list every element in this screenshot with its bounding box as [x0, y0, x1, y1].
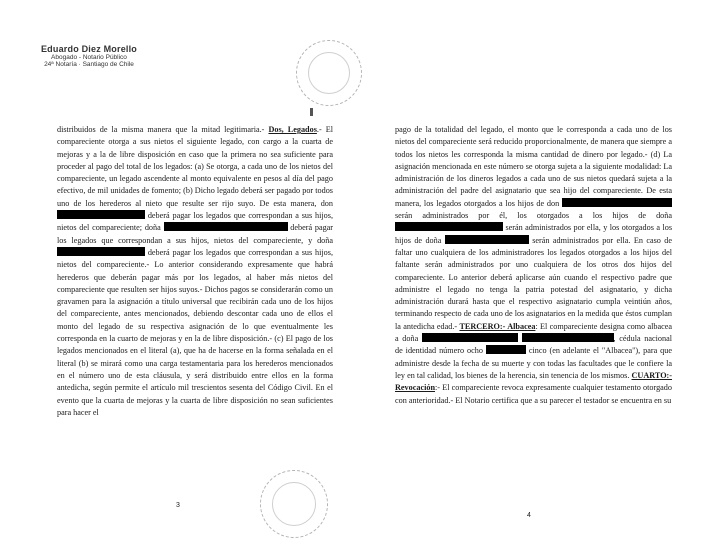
- page-left-body: [57, 124, 333, 419]
- right-text-1: pago de la totalidad del legado, el monto que le corresponda a cada uno de los nietos del compareciente será reducido proporcionalmente, de manera que siempre a todos los nietos les corresponda la misma cantidad de dinero por legado.- (d) La asignación mencionada en este número se otorga sujeta a la siguiente modalidad: La administración de los dineros legados a cada uno de sus nietos quedará sujeta a la administración del padre del asignatario que sea hijo del compareciente. De esta manera, los legados otorgados a los hijos de don: [395, 125, 672, 208]
- section-heading-albacea: TERCERO:- Albacea: [459, 321, 536, 331]
- redaction-bar: [57, 247, 145, 256]
- right-text-8: :- El compareciente revoca expresamente cualquier testamento otorgado con anterioridad.- El Notario certifica que a su parecer el testador se encuentra en su: [395, 383, 672, 405]
- notary-name: Eduardo Diez Morello: [40, 44, 137, 54]
- right-text-6: , cédula nacional de identidad número ocho: [395, 334, 672, 356]
- section-heading-legados: Dos, Legados: [268, 125, 317, 134]
- left-text-3: deberá pagar los legados que correspondan a sus hijos, nietos del compareciente; doña: [57, 211, 333, 233]
- notary-seal-inner-ring: [272, 482, 316, 526]
- redaction-bar: [57, 210, 145, 219]
- letterhead: [14, 44, 164, 68]
- redaction-bar: [445, 235, 529, 244]
- right-text-3: serán administrados por ella, y los otorgados a los hijos de doña: [395, 223, 673, 245]
- page-number-right: 4: [527, 512, 531, 519]
- redaction-bar: [422, 333, 518, 342]
- right-text-4: serán administrados por ella. En caso de faltar uno cualquiera de los administradores los legados otorgados a los hijos del faltante serán administrados por uno cualquiera de los otros dos hijos del compareciente. Lo anterior deberá aplicarse aún cuando el respectivo padre que administre el legado no tenga la patria potestad del asignatario, y dicha administración durará hasta que el respectivo asignatario cumpla veintiún años, terminando respecto de cada uno de los asignatarios en la medida que éstos cumplan la antedicha edad.-: [395, 235, 672, 331]
- page-right: [395, 124, 672, 407]
- ink-mark: [310, 108, 313, 116]
- page-left: [57, 124, 333, 419]
- left-text-5: deberá pagar los legados que correspondan a sus hijos, nietos del compareciente.- Lo anterior considerando expresamente que habrá herederos que deberán pagar más por los legados, al haber más nietos del compareciente que resulten ser hijos suyos.- Dichos pagos se considerarán como un gravamen para la asignación a título universal que recibirán cada uno de los hijos del compareciente, antes mencionados, debiendo descontar cada uno de ellos el monto del legado de su respectiva asignación de lo que eventualmente les corresponda en la cuarto de mejoras y en la de libre disposición.- (c) El pago de los legados mencionados en el literal (a), que ha de hacerse en la forma señalada en el literal (b) se mirará como una carga testamentaria para los herederos mencionados en el número uno de esta cláusula, y será distribuido entre ellos en la forma antedicha, según permite el artículo mil trescientos sesenta del Código Civil. En el evento que la cuarta de mejoras y la cuarta de libre disposición no sean suficientes para hacer el: [57, 247, 333, 417]
- right-text-2: serán administrados por él, los otorgados a los hijos de doña: [395, 211, 672, 221]
- section-heading-revocacion: CUARTO:- Revocación: [395, 370, 673, 393]
- left-text-2: .- El compareciente otorga a sus nietos el siguiente legado, con cargo a la cuarta de mejoras y a la de libre disposición en caso que la primera no sea suficiente para proceder al pago del total de los legados: (a) Se otorga, a cada uno de los nietos del compareciente, un legado ascendente al monto equivalente en pesos al día del pago efectivo, de mil unidades de fomento; (b) Dicho legado deberá ser pagado por todos uno de los herederos al nieto que resulte ser rijo suyo. De esta manera, don: [57, 125, 334, 208]
- page-right-body: [395, 124, 672, 407]
- redaction-bar: [522, 333, 614, 342]
- redaction-bar: [562, 198, 672, 207]
- redaction-bar: [395, 222, 503, 231]
- redaction-bar: [164, 222, 288, 231]
- notary-office: 24ª Notaría · Santiago de Chile: [44, 61, 134, 68]
- notary-seal-inner-ring: [308, 52, 350, 94]
- left-text-1: distribuidos de la misma manera que la mitad legitimaria.-: [57, 125, 265, 134]
- redaction-bar: [486, 345, 526, 354]
- right-text-7: cinco (en adelante el "Albacea"), para que administre desde la fecha de su muerte y con todas las facultades que le confiere la ley en tal calidad, los bienes de la herencia, sin tenencia de los mismos.: [395, 346, 672, 380]
- right-text-5: : El compareciente designa como albacea a doña: [395, 321, 672, 344]
- left-text-4: deberá pagar los legados que correspondan a sus hijos, nietos del compareciente, y doña: [57, 223, 334, 245]
- page-number-left: 3: [176, 502, 180, 509]
- notary-title: Abogado - Notario Público: [51, 54, 127, 61]
